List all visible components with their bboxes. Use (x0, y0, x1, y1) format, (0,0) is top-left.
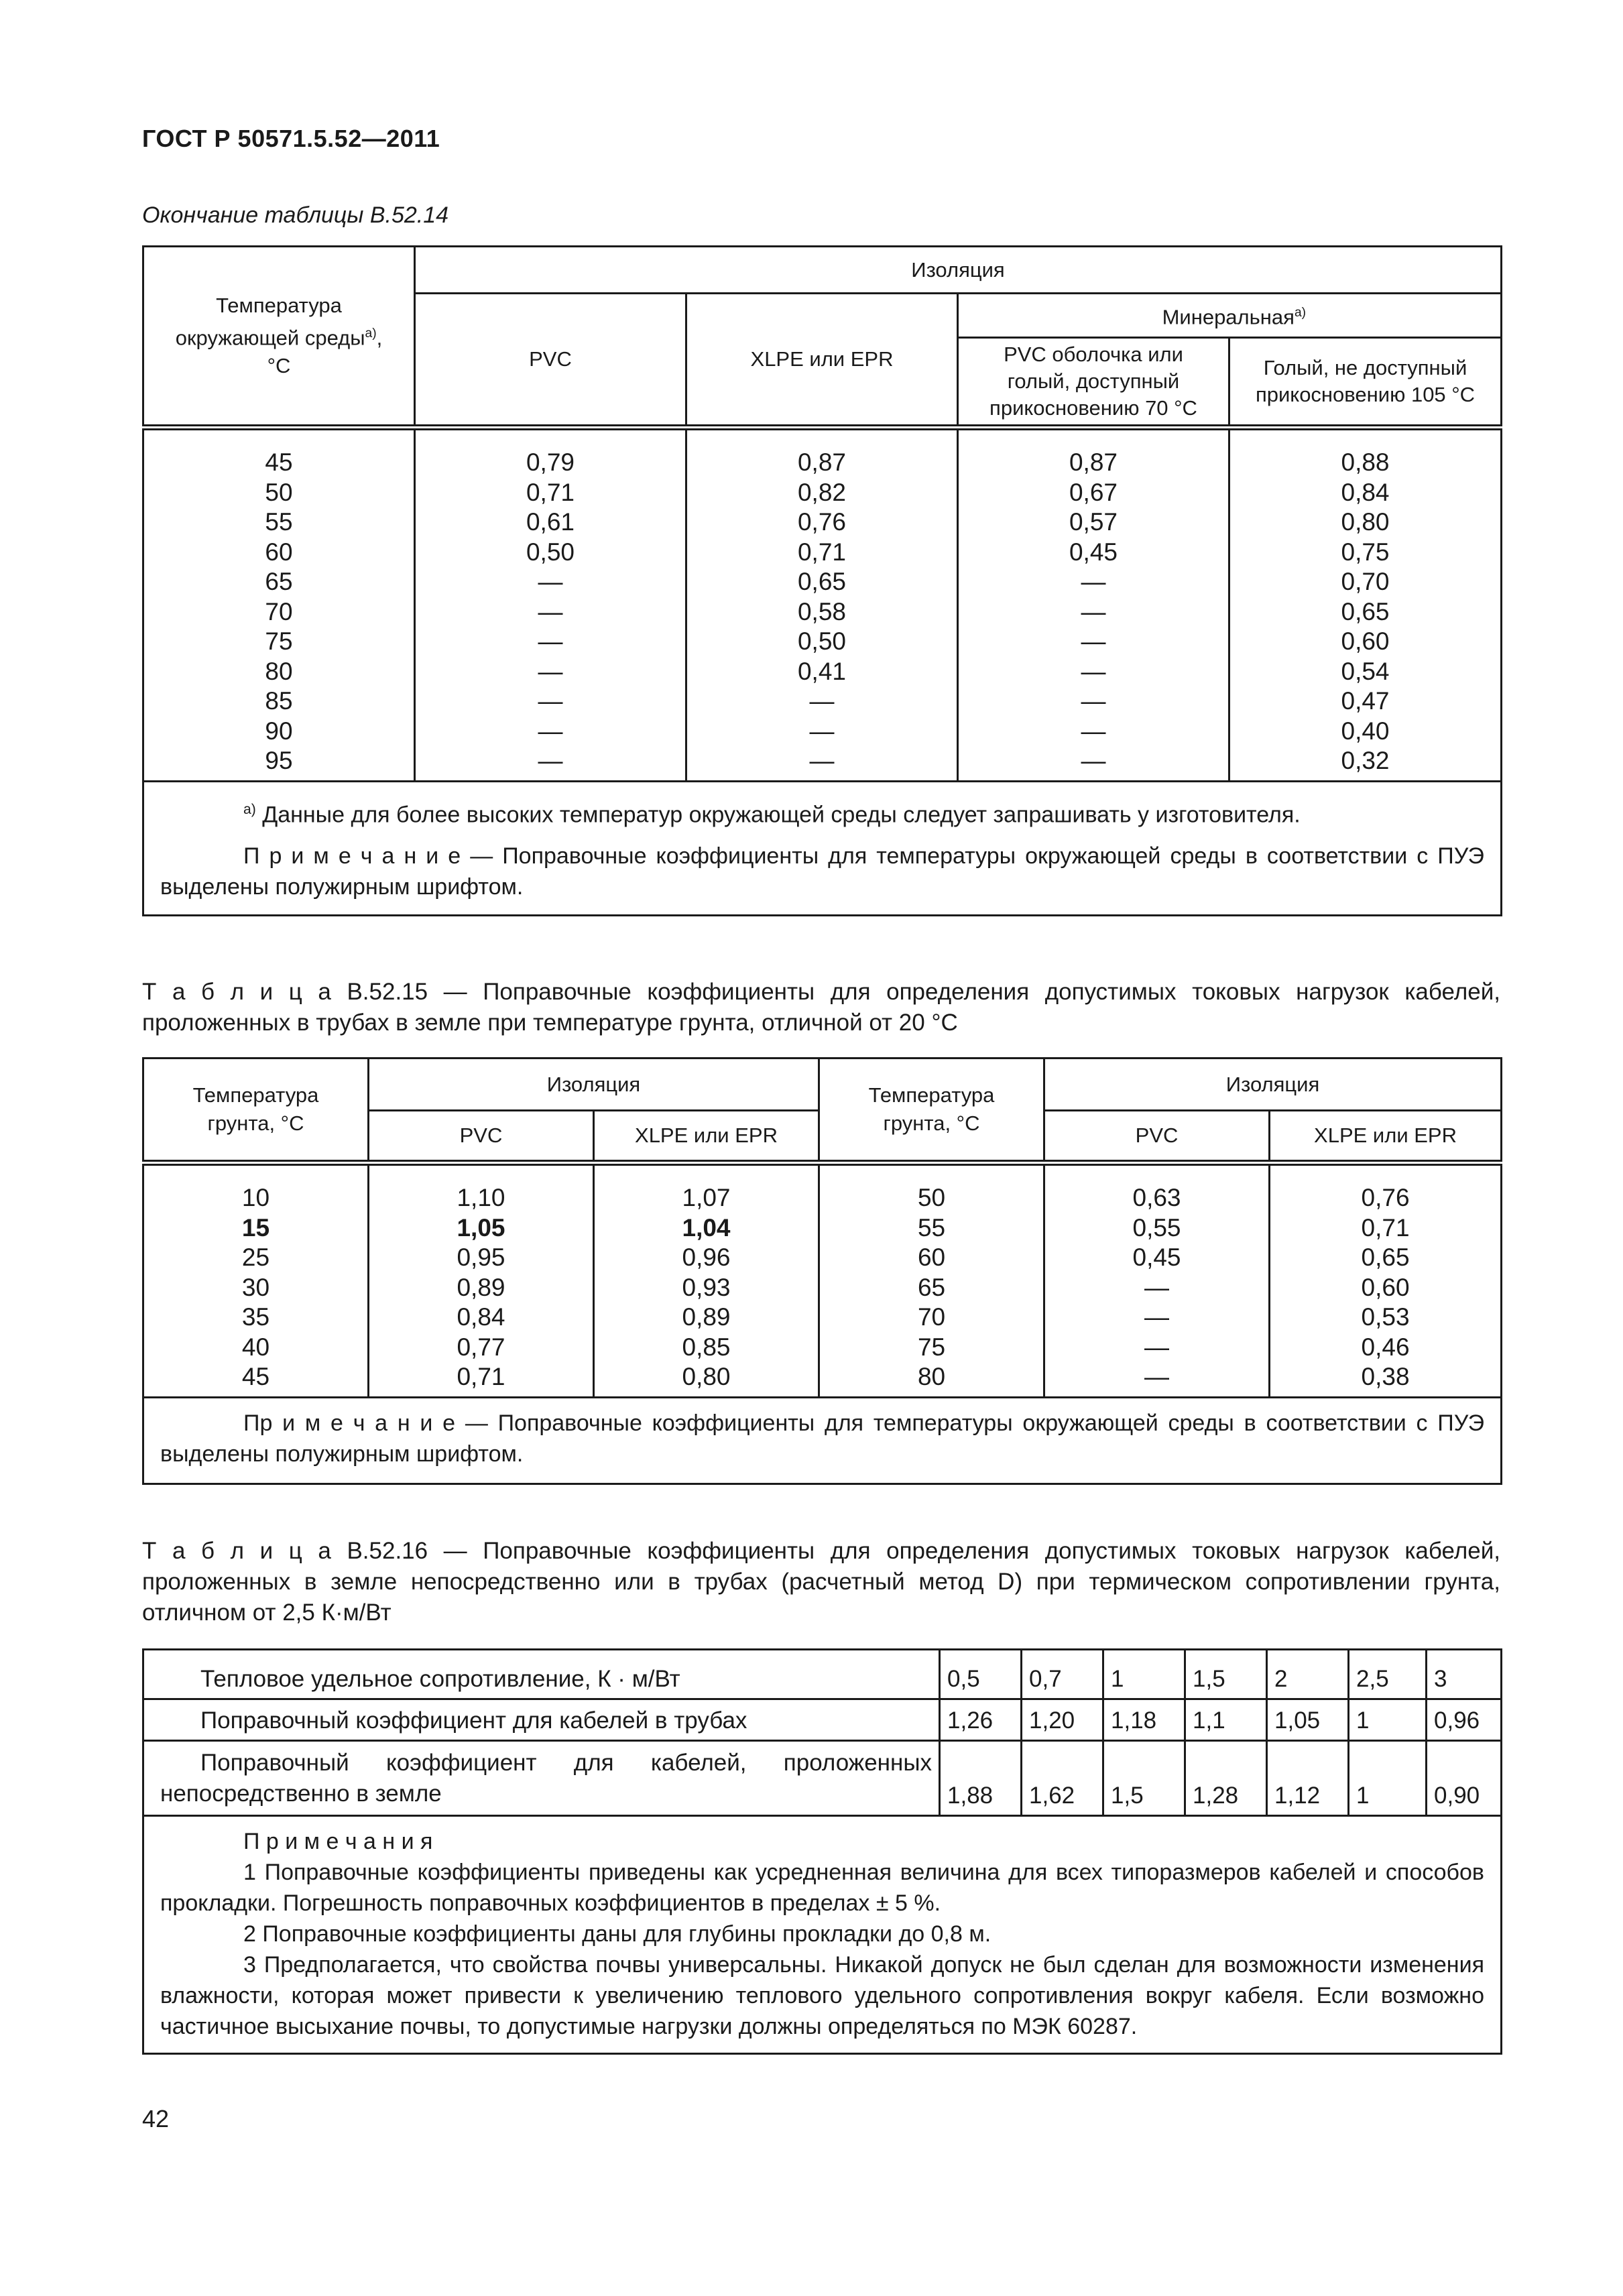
cell: 1,18 (1103, 1699, 1185, 1741)
notes-heading: П р и м е ч а н и я (243, 1829, 433, 1854)
table-b52-15 (142, 1057, 1502, 1485)
note-1: 1 Поправочные коэффициенты приведены как усредненная величина для всех типоразмеров кабелей и способов прокладки. Погрешность поправочных коэффициентов в пределах ± 5 %. (160, 1860, 1484, 1916)
cell: 1 (1349, 1699, 1427, 1741)
table-b52-16 (142, 1648, 1502, 2055)
header-mineral-bare: Голый, не доступный прикосновению 105 °С (1229, 338, 1502, 428)
table-continuation-title: Окончание таблицы В.52.14 (142, 202, 449, 228)
header-pvc-right: PVC (1044, 1111, 1270, 1163)
document-header: ГОСТ Р 50571.5.52—2011 (142, 125, 440, 152)
row-label: Поправочный коэффициент для кабелей в трубах (143, 1699, 940, 1741)
cell: 1,12 (1267, 1741, 1349, 1816)
cell: 1,05 (1267, 1699, 1349, 1741)
cell: 1,62 (1022, 1741, 1103, 1816)
header-xlpe-epr-right: XLPE или EPR (1270, 1111, 1502, 1163)
header-mineral-pvc-sheath: PVC оболочка или голый, доступный прикосновению 70 °С (958, 338, 1229, 428)
header-insulation: Изоляция (415, 247, 1502, 294)
header-pvc-left: PVC (369, 1111, 594, 1163)
column-soil-temperature-right: 50 55 60 65 70 75 80 (819, 1163, 1044, 1398)
cell: 0,96 (1427, 1699, 1502, 1741)
header-ambient-temperature: Температура окружающей среды$^{а)}$, °С (143, 247, 415, 428)
note-2: 2 Поправочные коэффициенты даны для глубины прокладки до 0,8 м. (243, 1921, 991, 1947)
column-soil-temperature-left: 10 15 25 30 35 40 45 (143, 1163, 369, 1398)
header-insulation-right: Изоляция (1044, 1059, 1502, 1111)
column-pvc: 0,79 0,71 0,61 0,50 — — — — — — — (415, 428, 686, 782)
column-pvc-left: 1,10 1,05 0,95 0,89 0,84 0,77 0,71 (369, 1163, 594, 1398)
cell: 1,26 (940, 1699, 1022, 1741)
cell: 1,20 (1022, 1699, 1103, 1741)
cell: 0,90 (1427, 1741, 1502, 1816)
note-3: 3 Предполагается, что свойства почвы универсальны. Никакой допуск не был сделан для возможности изменения влажности, которая может привести к увеличению теплового удельного сопротивления вокруг кабеля. Если возможно частичное высыхание почвы, то допустимые нагрузки должны определяться по МЭК 60287. (160, 1952, 1484, 2039)
cell: 1,1 (1185, 1699, 1267, 1741)
table-14-notes (143, 781, 1502, 915)
cell: 0,7 (1022, 1650, 1103, 1699)
cell: 2 (1267, 1650, 1349, 1699)
cell: 2,5 (1349, 1650, 1427, 1699)
table-15-note: Пр и м е ч а н и е — Поправочные коэффициенты для температуры окружающей среды в соответствии с ПУЭ выделены полужирным шрифтом. (143, 1397, 1502, 1484)
page-number: 42 (142, 2105, 170, 2132)
table-b52-14 (142, 245, 1502, 916)
cell: 1,88 (940, 1741, 1022, 1816)
table-row (143, 1741, 1502, 1816)
cell: 0,5 (940, 1650, 1022, 1699)
header-soil-temperature-left: Температура грунта, °С (143, 1059, 369, 1163)
cell: 1,5 (1185, 1650, 1267, 1699)
table-16-caption: Т а б л и ц а В.52.16 — Поправочные коэффициенты для определения допустимых токовых нагрузок кабелей, проложенных в земле непосредственно или в трубах (расчетный метод D) при термическом сопротивлении грунта, отличном от 2,5 К·м/Вт (142, 1538, 1500, 1626)
column-pvc-right: 0,63 0,55 0,45 — — — — (1044, 1163, 1270, 1398)
header-xlpe-epr: XLPE или EPR (686, 294, 958, 428)
table-15-caption: Т а б л и ц а В.52.15 — Поправочные коэффициенты для определения допустимых токовых нагрузок кабелей, проложенных в трубах в земле при температуре грунта, отличной от 20 °С (142, 979, 1500, 1036)
row-label: Поправочный коэффициент для кабелей, проложенных непосредственно в земле (143, 1741, 940, 1816)
header-pvc: PVC (415, 294, 686, 428)
header-mineral: Минеральная$^{а)}$ (958, 294, 1502, 338)
cell: 3 (1427, 1650, 1502, 1699)
footnote-a: $^{а)}$ Данные для более высоких температур окружающей среды следует запрашивать у изготовителя. (243, 801, 1301, 827)
table-16-notes (143, 1816, 1502, 2054)
column-ambient-temperature: 45 50 55 60 65 70 75 80 85 90 95 (143, 428, 415, 782)
table-row (143, 1650, 1502, 1699)
row-label: Тепловое удельное сопротивление, К · м/Вт (143, 1650, 940, 1699)
column-mineral-bare: 0,88 0,84 0,80 0,75 0,70 0,65 0,60 0,54 0,47 0,40 0,32 (1229, 428, 1502, 782)
column-xlpe-epr-right: 0,76 0,71 0,65 0,60 0,53 0,46 0,38 (1270, 1163, 1502, 1398)
table-row (143, 1699, 1502, 1741)
cell: 1 (1103, 1650, 1185, 1699)
header-xlpe-epr-left: XLPE или EPR (594, 1111, 819, 1163)
cell: 1 (1349, 1741, 1427, 1816)
cell: 1,5 (1103, 1741, 1185, 1816)
column-xlpe-epr: 0,87 0,82 0,76 0,71 0,65 0,58 0,50 0,41 — — — (686, 428, 958, 782)
column-mineral-pvc-sheath: 0,87 0,67 0,57 0,45 — — — — — — — (958, 428, 1229, 782)
header-soil-temperature-right: Температура грунта, °С (819, 1059, 1044, 1163)
cell: 1,28 (1185, 1741, 1267, 1816)
column-xlpe-epr-left: 1,07 1,04 0,96 0,93 0,89 0,85 0,80 (594, 1163, 819, 1398)
header-insulation-left: Изоляция (369, 1059, 819, 1111)
table-14-note: П р и м е ч а н и е — Поправочные коэффициенты для температуры окружающей среды в соответствии с ПУЭ выделены полужирным шрифтом. (160, 843, 1484, 900)
